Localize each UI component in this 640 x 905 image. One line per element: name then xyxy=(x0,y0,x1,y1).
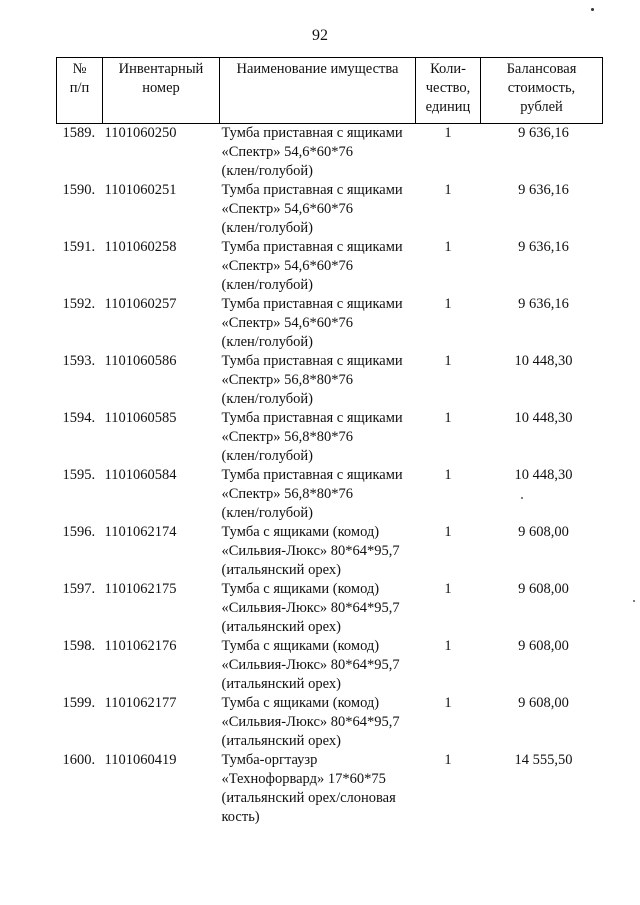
row-number: 1591. xyxy=(62,239,96,255)
header-num-line: № xyxy=(72,61,87,77)
row-number: 1594. xyxy=(62,410,96,426)
inventory-number: 1101062175 xyxy=(104,581,177,597)
item-name-line: (клен/голубой) xyxy=(221,391,313,407)
quantity: 1 xyxy=(444,752,452,768)
row-number: 1598. xyxy=(62,638,96,654)
quantity: 1 xyxy=(444,125,452,141)
row-number: 1589. xyxy=(62,125,96,141)
header-qty-line: Коли- xyxy=(430,61,466,77)
item-name-line: (итальянский орех) xyxy=(221,619,341,635)
item-name xyxy=(220,409,416,466)
item-name-line: (клен/голубой) xyxy=(221,448,313,464)
header-inventory-line: номер xyxy=(142,80,180,96)
inventory-number: 1101062176 xyxy=(104,638,177,654)
balance-cost: 10 448,30 xyxy=(514,410,573,426)
item-name-line: (итальянский орех) xyxy=(221,733,341,749)
item-name-line: «Спектр» 56,8*80*76 xyxy=(221,372,353,388)
row-number: 1596. xyxy=(62,524,96,540)
balance-cost: 10 448,30 xyxy=(514,467,573,483)
item-name-line: «Спектр» 56,8*80*76 xyxy=(221,429,353,445)
header-cost-line: рублей xyxy=(520,99,563,115)
item-name-line: кость) xyxy=(221,809,260,825)
quantity: 1 xyxy=(444,638,452,654)
table-row xyxy=(57,694,603,751)
item-name-line: Тумба приставная с ящиками xyxy=(221,353,403,369)
table-row xyxy=(57,523,603,580)
item-name-line: «Спектр» 54,6*60*76 xyxy=(221,201,353,217)
balance-cost: 9 636,16 xyxy=(518,296,569,312)
balance-cost: 9 636,16 xyxy=(518,182,569,198)
item-name xyxy=(220,694,416,751)
quantity: 1 xyxy=(444,410,452,426)
item-name-line: «Сильвия-Люкс» 80*64*95,7 xyxy=(221,657,400,673)
table-row xyxy=(57,637,603,694)
table-row xyxy=(57,238,603,295)
item-name-line: «Сильвия-Люкс» 80*64*95,7 xyxy=(221,714,400,730)
balance-cost: 9 608,00 xyxy=(518,638,569,654)
item-name xyxy=(220,580,416,637)
table-row xyxy=(57,580,603,637)
row-number: 1592. xyxy=(62,296,96,312)
scan-speck xyxy=(591,8,594,11)
inventory-number: 1101060250 xyxy=(104,125,177,141)
item-name-line: (клен/голубой) xyxy=(221,220,313,236)
table-row xyxy=(57,124,603,182)
item-name-line: «Сильвия-Люкс» 80*64*95,7 xyxy=(221,600,400,616)
header-cost-line: стоимость, xyxy=(507,80,576,96)
item-name-line: (итальянский орех) xyxy=(221,562,341,578)
property-table xyxy=(56,57,603,827)
header-cost-line: Балансовая xyxy=(506,61,577,77)
table-row xyxy=(57,466,603,523)
table-row xyxy=(57,352,603,409)
balance-cost: 9 608,00 xyxy=(518,581,569,597)
balance-cost: 9 608,00 xyxy=(518,695,569,711)
scan-speck xyxy=(633,600,635,602)
item-name-line: Тумба приставная с ящиками xyxy=(221,239,403,255)
item-name xyxy=(220,181,416,238)
item-name-line: Тумба с ящиками (комод) xyxy=(221,695,380,711)
quantity: 1 xyxy=(444,296,452,312)
row-number: 1590. xyxy=(62,182,96,198)
inventory-number: 1101060586 xyxy=(104,353,177,369)
row-number: 1599. xyxy=(62,695,96,711)
scan-speck xyxy=(521,497,523,499)
page-number: 92 xyxy=(312,27,328,44)
quantity: 1 xyxy=(444,467,452,483)
table-row xyxy=(57,295,603,352)
item-name-line: Тумба-оргтаузр xyxy=(221,752,318,768)
inventory-number: 1101060419 xyxy=(104,752,177,768)
item-name-line: «Спектр» 56,8*80*76 xyxy=(221,486,353,502)
item-name-line: «Спектр» 54,6*60*76 xyxy=(221,144,353,160)
item-name xyxy=(220,523,416,580)
item-name-line: (итальянский орех) xyxy=(221,676,341,692)
header-qty-line: чество, xyxy=(425,80,471,96)
table-row xyxy=(57,409,603,466)
item-name xyxy=(220,637,416,694)
balance-cost: 9 636,16 xyxy=(518,125,569,141)
quantity: 1 xyxy=(444,695,452,711)
inventory-number: 1101060584 xyxy=(104,467,177,483)
item-name-line: (клен/голубой) xyxy=(221,277,313,293)
item-name-line: (клен/голубой) xyxy=(221,334,313,350)
row-number: 1593. xyxy=(62,353,96,369)
quantity: 1 xyxy=(444,239,452,255)
item-name-line: (итальянский орех/слоновая xyxy=(221,790,396,806)
inventory-number: 1101062174 xyxy=(104,524,177,540)
inventory-number: 1101060257 xyxy=(104,296,177,312)
item-name-line: Тумба с ящиками (комод) xyxy=(221,581,380,597)
item-name xyxy=(220,295,416,352)
item-name-line: «Технофорвард» 17*60*75 xyxy=(221,771,386,787)
item-name-line: Тумба с ящиками (комод) xyxy=(221,638,380,654)
quantity: 1 xyxy=(444,524,452,540)
quantity: 1 xyxy=(444,353,452,369)
row-number: 1597. xyxy=(62,581,96,597)
item-name-line: Тумба приставная с ящиками xyxy=(221,467,403,483)
header-num xyxy=(57,58,103,124)
table-header-row xyxy=(57,58,603,124)
item-name-line: «Сильвия-Люкс» 80*64*95,7 xyxy=(221,543,400,559)
row-number: 1600. xyxy=(62,752,96,768)
header-num-line: п/п xyxy=(69,80,90,96)
item-name-line: Тумба приставная с ящиками xyxy=(221,182,403,198)
table-row xyxy=(57,751,603,827)
item-name xyxy=(220,124,416,182)
inventory-number: 1101060258 xyxy=(104,239,177,255)
header-name xyxy=(220,58,416,124)
item-name-line: «Спектр» 54,6*60*76 xyxy=(221,258,353,274)
item-name xyxy=(220,352,416,409)
quantity: 1 xyxy=(444,581,452,597)
item-name xyxy=(220,751,416,827)
item-name xyxy=(220,466,416,523)
header-cost xyxy=(481,58,603,124)
item-name-line: (клен/голубой) xyxy=(221,505,313,521)
header-inventory xyxy=(103,58,220,124)
inventory-number: 1101060585 xyxy=(104,410,177,426)
header-name-line: Наименование имущества xyxy=(236,61,399,77)
header-inventory-line: Инвентарный xyxy=(118,61,204,77)
item-name-line: Тумба с ящиками (комод) xyxy=(221,524,380,540)
header-qty xyxy=(416,58,481,124)
item-name-line: Тумба приставная с ящиками xyxy=(221,125,403,141)
balance-cost: 14 555,50 xyxy=(514,752,573,768)
table-row xyxy=(57,181,603,238)
item-name-line: Тумба приставная с ящиками xyxy=(221,410,403,426)
inventory-number: 1101062177 xyxy=(104,695,177,711)
balance-cost: 9 636,16 xyxy=(518,239,569,255)
item-name-line: «Спектр» 54,6*60*76 xyxy=(221,315,353,331)
item-name xyxy=(220,238,416,295)
balance-cost: 9 608,00 xyxy=(518,524,569,540)
quantity: 1 xyxy=(444,182,452,198)
header-qty-line: единиц xyxy=(425,99,471,115)
item-name-line: (клен/голубой) xyxy=(221,163,313,179)
item-name-line: Тумба приставная с ящиками xyxy=(221,296,403,312)
row-number: 1595. xyxy=(62,467,96,483)
inventory-number: 1101060251 xyxy=(104,182,177,198)
balance-cost: 10 448,30 xyxy=(514,353,573,369)
